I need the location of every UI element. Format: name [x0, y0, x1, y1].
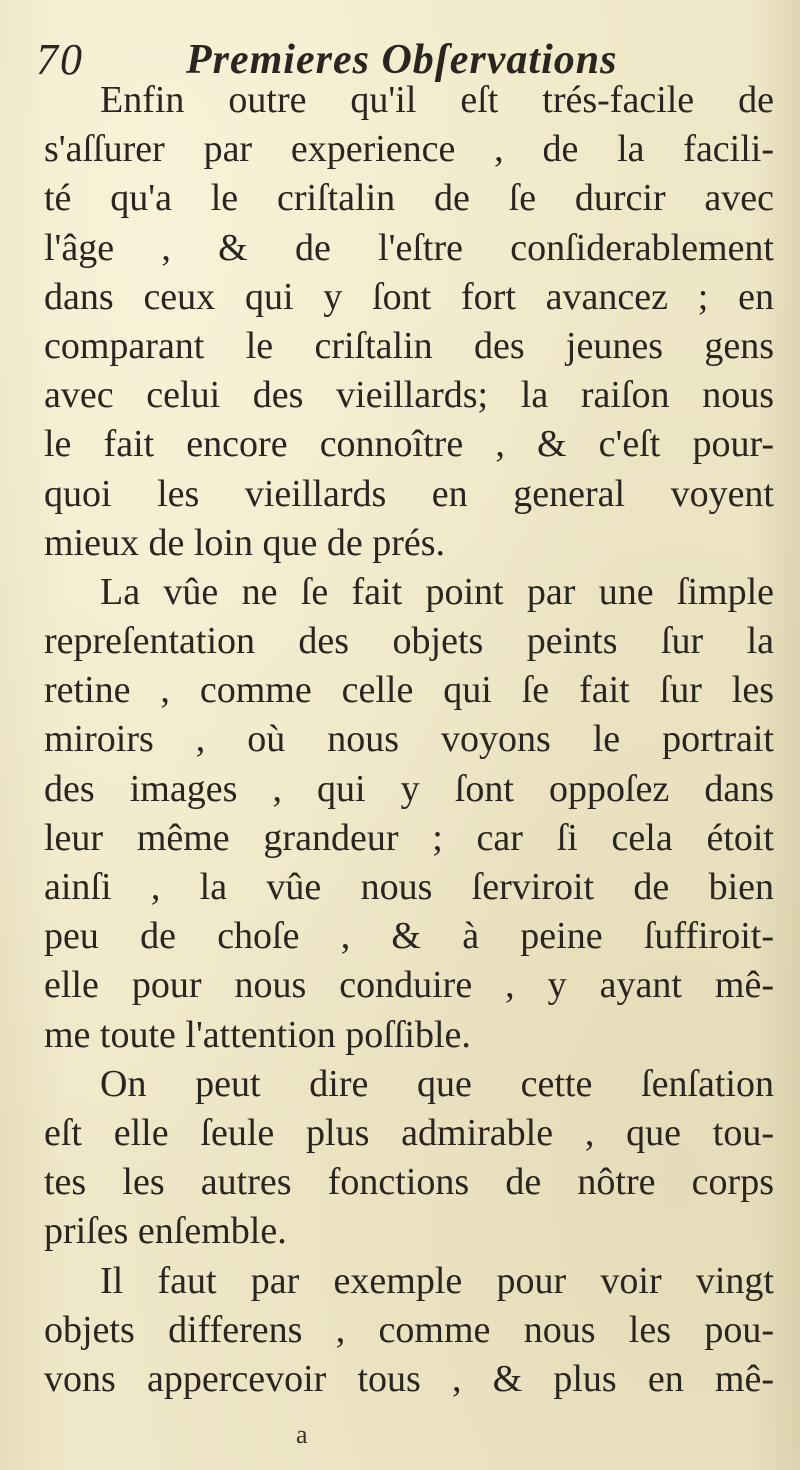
- page-number: 70: [36, 35, 84, 84]
- text-line: repreſentation des objets peints ſur la: [44, 620, 774, 663]
- text-line: quoi les vieillards en general voyent: [44, 472, 774, 515]
- text-line: Il faut par exemple pour voir vingt: [100, 1259, 774, 1302]
- text-line: priſes enſemble.: [44, 1210, 287, 1253]
- running-title: Premieres Obſervations: [186, 37, 618, 83]
- text-line: retine , comme celle qui ſe fait ſur les: [44, 669, 774, 712]
- text-line: Enfin outre qu'il eſt trés-facile de: [100, 79, 774, 121]
- text-line: miroirs , où nous voyons le portrait: [44, 718, 774, 761]
- text-line: té qu'a le criſtalin de ſe durcir avec: [44, 177, 774, 220]
- text-line: comparant le criſtalin des jeunes gens: [44, 324, 774, 367]
- text-line: tes les autres fonctions de nôtre corps: [44, 1161, 774, 1204]
- text-line: dans ceux qui y ſont fort avancez ; en: [44, 275, 774, 318]
- text-line: avec celui des vieillards; la raiſon nous: [44, 374, 774, 417]
- text-line: vons appercevoir tous , & plus en mê-: [44, 1357, 774, 1400]
- text-line: ainſi , la vûe nous ſerviroit de bien: [44, 866, 774, 908]
- text-line: le fait encore connoître , & c'eſt pour-: [44, 423, 774, 466]
- text-line: objets differens , comme nous les pou-: [44, 1308, 774, 1351]
- body-text: [44, 76, 774, 1404]
- text-line: peu de choſe , & à peine ſuffiroit-: [44, 915, 774, 958]
- text-line: elle pour nous conduire , y ayant mê-: [44, 964, 774, 1007]
- text-line: On peut dire que cette ſenſation: [100, 1062, 774, 1105]
- text-line: La vûe ne ſe fait point par une ſimple: [100, 570, 774, 613]
- text-line: eſt elle ſeule plus admirable , que tou-: [44, 1111, 774, 1154]
- text-line: me toute l'attention poſſible.: [44, 1013, 471, 1056]
- text-line: des images , qui y ſont oppoſez dans: [44, 767, 774, 810]
- text-line: s'aſſurer par experience , de la facili-: [44, 128, 774, 171]
- signature-mark: a: [296, 1420, 308, 1449]
- text-line: l'âge , & de l'eſtre conſiderablement: [44, 226, 774, 269]
- text-line: leur même grandeur ; car ſi cela étoit: [44, 816, 774, 859]
- text-line: mieux de loin que de prés.: [44, 521, 446, 564]
